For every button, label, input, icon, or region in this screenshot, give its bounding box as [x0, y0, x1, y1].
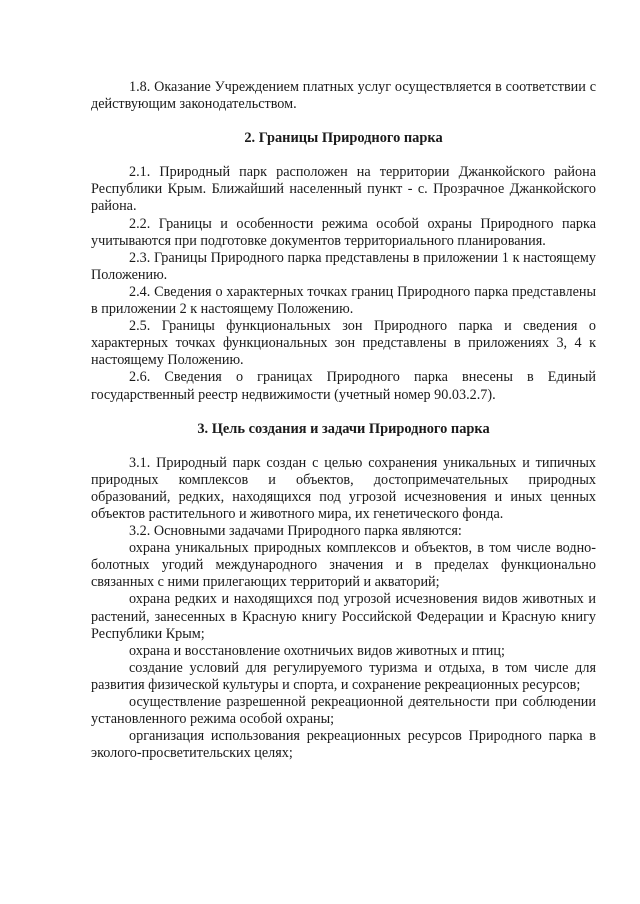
paragraph-2-6: 2.6. Сведения о границах Природного парка внесены в Единый государственный реестр недвижимости (учетный номер 90.03.2.7).	[91, 369, 596, 403]
section-2-body	[91, 164, 596, 403]
paragraph-2-1: 2.1. Природный парк расположен на территории Джанкойского района Республики Крым. Ближайший населенный пункт - с. Прозрачное Джанкойского района.	[91, 164, 596, 215]
paragraph-1-8: 1.8. Оказание Учреждением платных услуг осуществляется в соответствии с действующим законодательством.	[91, 79, 596, 113]
paragraph-2-2: 2.2. Границы и особенности режима особой охраны Природного парка учитываются при подготовке документов территориального планирования.	[91, 215, 596, 249]
paragraph-2-4: 2.4. Сведения о характерных точках границ Природного парка представлены в приложении 2 к настоящему Положению.	[91, 283, 596, 318]
task-item: охрана уникальных природных комплексов и объектов, в том числе водно-болотных угодий международного значения и в пределах функционально связанных с ними прилегающих территорий и акваторий;	[91, 540, 596, 591]
task-item: осуществление разрешенной рекреационной деятельности при соблюдении установленного режима особой охраны;	[91, 694, 596, 728]
section-2-heading: 2. Границы Природного парка	[244, 130, 443, 147]
task-item: охрана и восстановление охотничьих видов животных и птиц;	[129, 642, 505, 659]
task-item: создание условий для регулируемого туризма и отдыха, в том числе для развития физической культуры и спорта, и сохранение рекреационных ресурсов;	[91, 659, 596, 693]
document-body	[91, 79, 596, 762]
section-3-body	[91, 455, 596, 763]
paragraph-2-3: 2.3. Границы Природного парка представлены в приложении 1 к настоящему Положению.	[91, 249, 596, 283]
task-item: организация использования рекреационных ресурсов Природного парка в эколого-просветительских целях;	[91, 728, 596, 762]
paragraph-2-5: 2.5. Границы функциональных зон Природного парка и сведения о характерных точках функциональных зон представлены в приложениях 3, 4 к настоящему Положению.	[91, 318, 596, 369]
paragraph-3-2: 3.2. Основными задачами Природного парка являются:	[129, 523, 462, 540]
section-3-heading: 3. Цель создания и задачи Природного парка	[197, 420, 490, 437]
paragraph-3-1: 3.1. Природный парк создан с целью сохранения уникальных и типичных природных комплексов и объектов, достопримечательных природных образований, редких, находящихся под угрозой исчезновения и иных ценных объектов растительного и животного мира, их генетического фонда.	[91, 454, 596, 522]
task-item: охрана редких и находящихся под угрозой исчезновения видов животных и растений, занесенных в Красную книгу Российской Федерации и Красную книгу Республики Крым;	[91, 591, 596, 642]
